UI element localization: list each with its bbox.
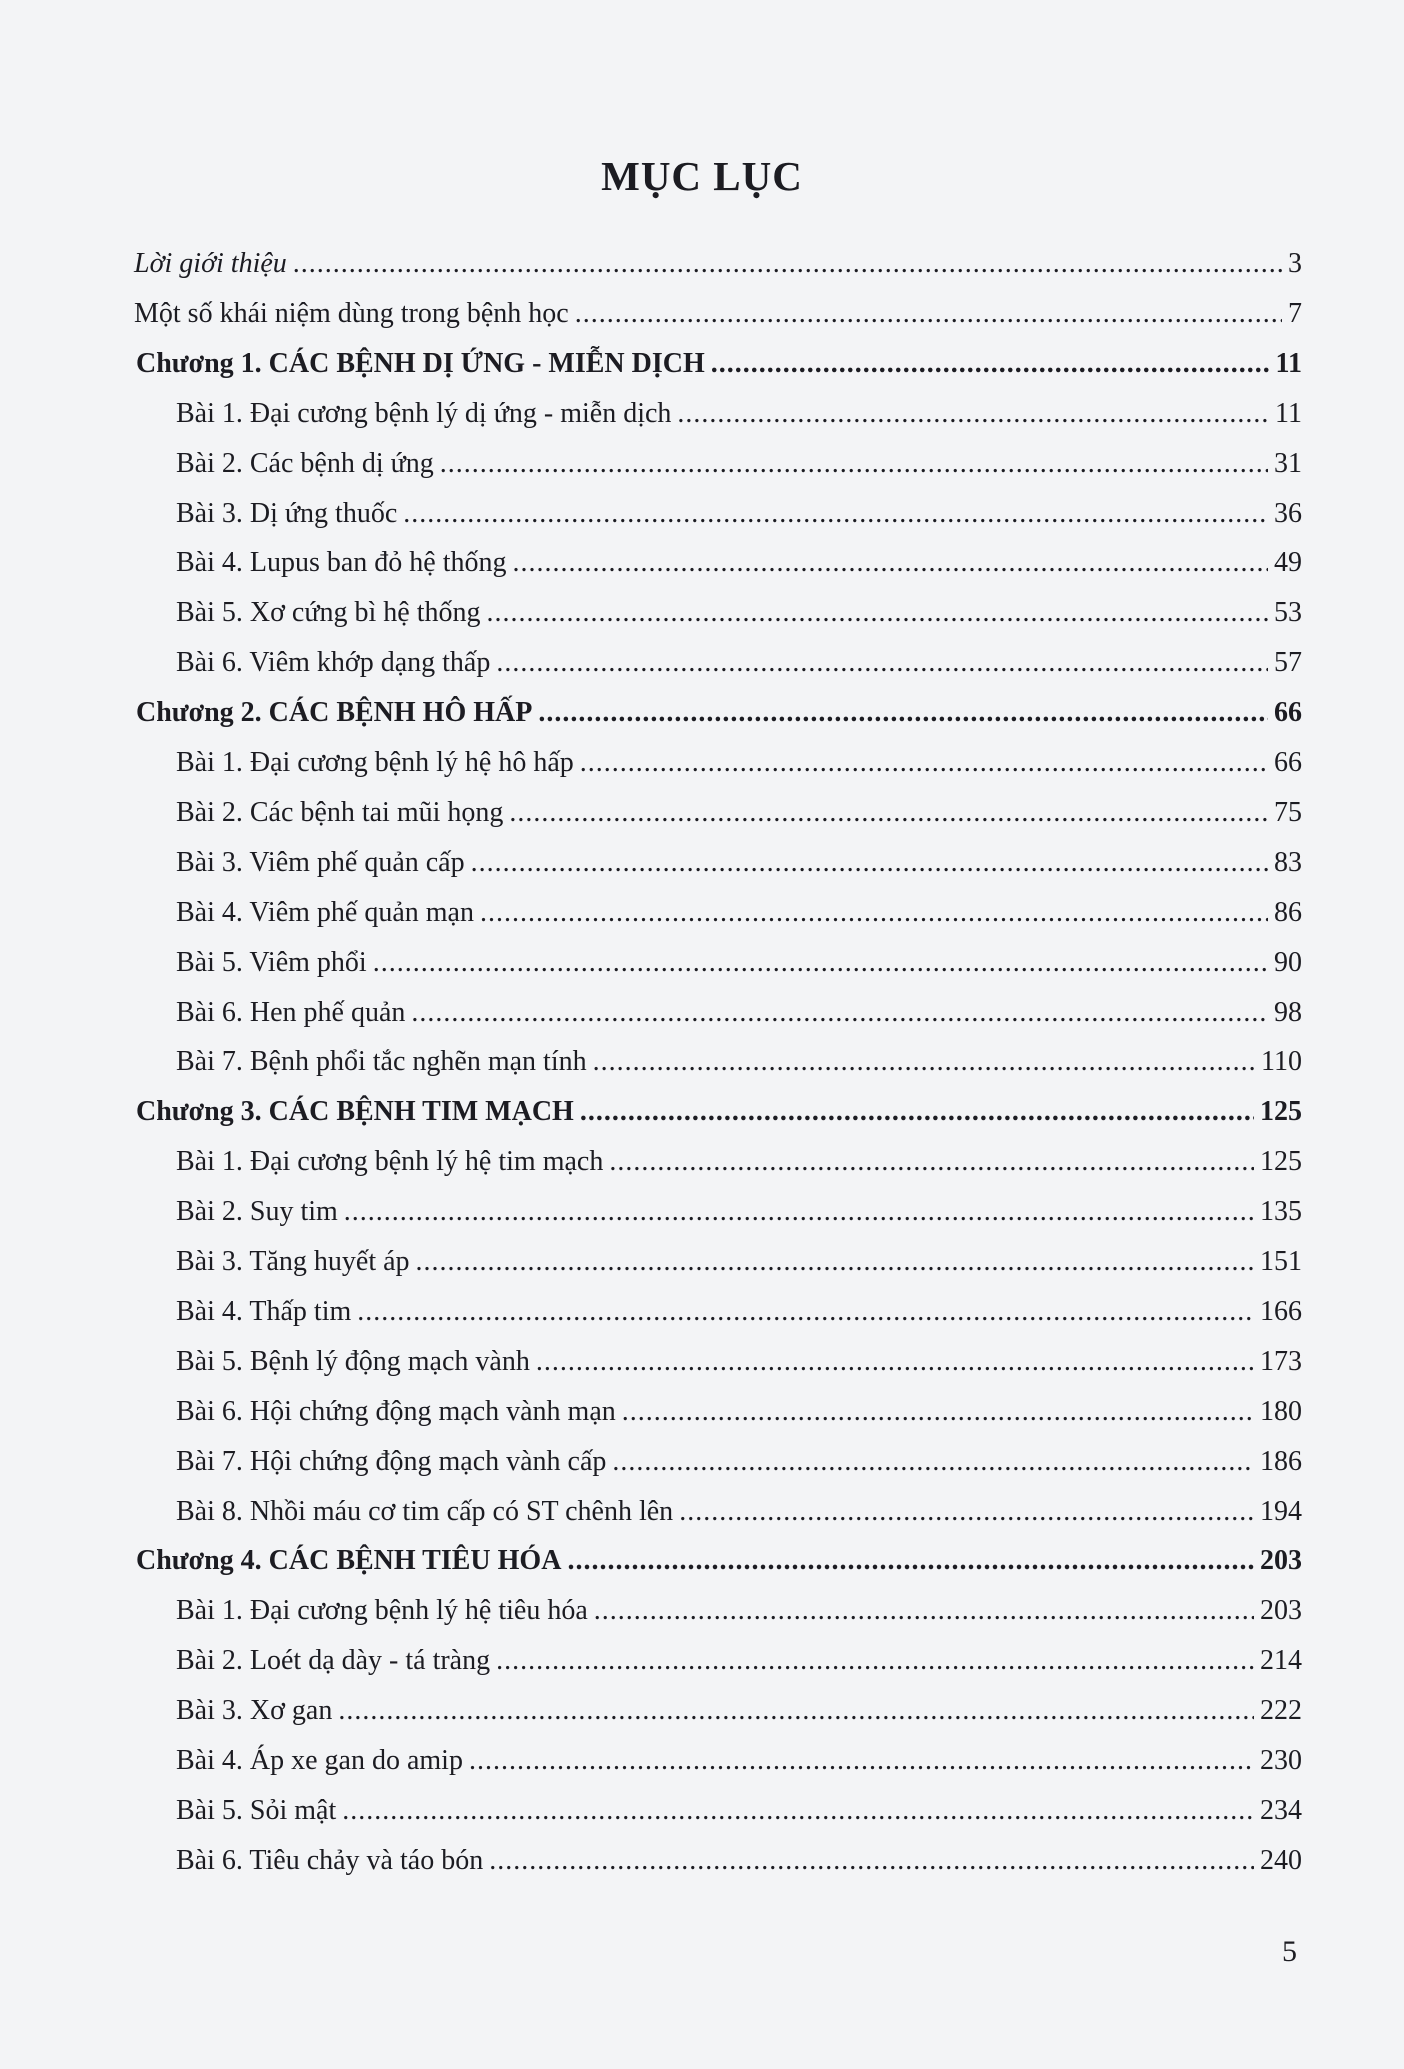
toc-entry[interactable] xyxy=(176,747,1302,787)
toc-entry-page: 234 xyxy=(1260,1794,1302,1826)
toc-entry-label: Bài 7. Bệnh phổi tắc nghẽn mạn tính xyxy=(176,1046,587,1078)
toc-entry[interactable] xyxy=(176,448,1302,488)
dot-leader xyxy=(580,747,1268,779)
toc-entry[interactable] xyxy=(176,1496,1302,1536)
toc-entry-label: Bài 1. Đại cương bệnh lý hệ hô hấp xyxy=(176,747,574,778)
dot-leader xyxy=(513,547,1268,579)
toc-entry-label: Bài 2. Các bệnh tai mũi họng xyxy=(176,796,504,828)
toc-entry-page: 11 xyxy=(1275,347,1302,379)
dot-leader xyxy=(609,1146,1254,1178)
toc-entry-label: Chương 1. CÁC BỆNH DỊ ỨNG - MIỄN DỊCH xyxy=(136,347,705,379)
dot-leader xyxy=(293,248,1282,280)
toc-entry-page: 186 xyxy=(1260,1445,1302,1477)
toc-entry-page: 222 xyxy=(1260,1695,1302,1727)
toc-entry-label: Bài 1. Đại cương bệnh lý hệ tim mạch xyxy=(176,1146,604,1178)
toc-entry-label: Bài 2. Suy tim xyxy=(176,1196,338,1228)
toc-entry-label: Chương 3. CÁC BỆNH TIM MẠCH xyxy=(136,1096,574,1128)
toc-entry[interactable] xyxy=(176,1046,1302,1086)
toc-entry-label: Bài 4. Lupus ban đỏ hệ thống xyxy=(176,547,507,579)
toc-entry-page: 125 xyxy=(1260,1146,1302,1178)
toc-chapter-entry[interactable] xyxy=(136,1545,1302,1585)
dot-leader xyxy=(338,1695,1254,1727)
toc-entry[interactable] xyxy=(176,1146,1302,1186)
toc-entry-label: Bài 5. Bệnh lý động mạch vành xyxy=(176,1345,530,1377)
toc-entry-label: Bài 3. Tăng huyết áp xyxy=(176,1246,410,1277)
dot-leader xyxy=(677,398,1269,430)
toc-entry[interactable] xyxy=(176,547,1302,587)
toc-entry[interactable] xyxy=(134,298,1302,338)
toc-entry[interactable] xyxy=(176,1795,1302,1835)
dot-leader xyxy=(567,1545,1254,1577)
dot-leader xyxy=(342,1795,1254,1827)
toc-entry-label: Bài 3. Viêm phế quản cấp xyxy=(176,846,465,878)
toc-entry-label: Bài 7. Hội chứng động mạch vành cấp xyxy=(176,1445,607,1477)
toc-entry-page: 86 xyxy=(1274,896,1302,928)
toc-entry[interactable] xyxy=(176,1296,1302,1336)
toc-entry-label: Bài 3. Dị ứng thuốc xyxy=(176,497,398,529)
toc-entry-label: Bài 4. Viêm phế quản mạn xyxy=(176,896,474,928)
toc-entry[interactable] xyxy=(176,1695,1302,1735)
dot-leader xyxy=(679,1496,1254,1528)
toc-entry[interactable] xyxy=(176,597,1302,637)
toc-entry[interactable] xyxy=(176,1595,1302,1635)
toc-entry-label: Bài 6. Viêm khớp dạng thấp xyxy=(176,647,491,679)
dot-leader xyxy=(580,1096,1254,1128)
toc-entry-label: Chương 2. CÁC BỆNH HÔ HẤP xyxy=(136,697,533,729)
dot-leader xyxy=(416,1246,1254,1278)
toc-entry-page: 151 xyxy=(1260,1246,1302,1277)
page-number: 5 xyxy=(1282,1935,1297,1968)
toc-entry[interactable] xyxy=(176,797,1302,837)
toc-chapter-entry[interactable] xyxy=(136,1096,1302,1136)
toc-entry[interactable] xyxy=(176,997,1302,1037)
toc-entry-page: 49 xyxy=(1274,547,1302,579)
toc-entry-label: Bài 6. Hội chứng động mạch vành mạn xyxy=(176,1395,616,1427)
toc-entry-page: 180 xyxy=(1260,1395,1302,1427)
dot-leader xyxy=(487,597,1269,629)
toc-entry-page: 214 xyxy=(1260,1645,1302,1677)
dot-leader xyxy=(594,1595,1254,1627)
toc-entry-page: 7 xyxy=(1288,297,1302,329)
dot-leader xyxy=(440,448,1268,480)
toc-entry[interactable] xyxy=(176,1446,1302,1486)
dot-leader xyxy=(471,847,1268,879)
toc-entry-label: Bài 8. Nhồi máu cơ tim cấp có ST chênh lên xyxy=(176,1495,674,1527)
toc-entry-label: Bài 4. Áp xe gan do amip xyxy=(176,1745,463,1776)
dot-leader xyxy=(536,1346,1254,1378)
dot-leader xyxy=(575,298,1282,330)
toc-entry[interactable] xyxy=(176,847,1302,887)
toc-entry[interactable] xyxy=(176,398,1302,438)
toc-entry[interactable] xyxy=(176,647,1302,687)
toc-entry-page: 53 xyxy=(1274,597,1302,629)
toc-entry-label: Bài 2. Loét dạ dày - tá tràng xyxy=(176,1645,491,1677)
dot-leader xyxy=(344,1196,1254,1228)
toc-entry-page: 31 xyxy=(1274,447,1302,479)
toc-entry[interactable] xyxy=(176,1396,1302,1436)
dot-leader xyxy=(357,1296,1254,1328)
toc-entry-page: 166 xyxy=(1260,1295,1302,1327)
toc-entry[interactable] xyxy=(176,498,1302,538)
toc-entry-page: 135 xyxy=(1260,1196,1302,1228)
toc-entry-label: Bài 5. Xơ cứng bì hệ thống xyxy=(176,597,481,629)
toc-entry-label: Bài 1. Đại cương bệnh lý hệ tiêu hóa xyxy=(176,1595,588,1627)
toc-entry-label: Bài 5. Sỏi mật xyxy=(176,1794,337,1826)
toc-chapter-entry[interactable] xyxy=(136,348,1302,388)
toc-entry-page: 3 xyxy=(1288,248,1302,279)
toc-entry-label: Bài 1. Đại cương bệnh lý dị ứng - miễn dịch xyxy=(176,397,672,429)
toc-entry-label: Bài 5. Viêm phổi xyxy=(176,946,367,978)
toc-entry-page: 66 xyxy=(1274,747,1302,778)
toc-entry-page: 173 xyxy=(1260,1345,1302,1377)
toc-entry-page: 203 xyxy=(1260,1545,1302,1577)
toc-entry-page: 36 xyxy=(1274,497,1302,529)
dot-leader xyxy=(612,1446,1254,1478)
dot-leader xyxy=(622,1396,1254,1428)
toc-entry-label: Lời giới thiệu xyxy=(134,248,287,279)
toc-entry[interactable] xyxy=(176,1645,1302,1685)
dot-leader xyxy=(411,997,1268,1029)
toc-entry-page: 90 xyxy=(1274,946,1302,978)
toc-entry-page: 230 xyxy=(1260,1745,1302,1776)
dot-leader xyxy=(509,797,1268,829)
toc-entry-page: 125 xyxy=(1260,1096,1302,1128)
toc-entry-label: Bài 4. Thấp tim xyxy=(176,1295,352,1327)
toc-entry-page: 203 xyxy=(1260,1595,1302,1627)
toc-entry[interactable] xyxy=(176,1246,1302,1286)
toc-entry-label: Một số khái niệm dùng trong bệnh học xyxy=(134,297,569,329)
page-title: MỤC LỤC xyxy=(601,153,803,199)
toc-entry-page: 110 xyxy=(1261,1046,1302,1078)
toc-entry[interactable] xyxy=(176,1745,1302,1785)
dot-leader xyxy=(489,1845,1254,1877)
toc-entry[interactable] xyxy=(176,947,1302,987)
toc-entry-label: Bài 2. Các bệnh dị ứng xyxy=(176,447,434,479)
toc-entry[interactable] xyxy=(134,248,1302,288)
toc-entry-page: 66 xyxy=(1274,697,1302,729)
dot-leader xyxy=(496,1645,1254,1677)
dot-leader xyxy=(469,1745,1254,1777)
toc-entry-label: Bài 6. Hen phế quản xyxy=(176,996,406,1028)
toc-entry-page: 240 xyxy=(1260,1844,1302,1876)
toc-entry-page: 194 xyxy=(1260,1495,1302,1527)
dot-leader xyxy=(496,647,1268,679)
toc-entry-page: 75 xyxy=(1274,796,1302,828)
toc-entry[interactable] xyxy=(176,1346,1302,1386)
toc-entry[interactable] xyxy=(176,897,1302,937)
dot-leader xyxy=(403,498,1268,530)
toc-entry[interactable] xyxy=(176,1845,1302,1885)
toc-entry-page: 11 xyxy=(1275,397,1302,429)
dot-leader xyxy=(373,947,1268,979)
dot-leader xyxy=(538,697,1268,729)
toc-entry-label: Bài 6. Tiêu chảy và táo bón xyxy=(176,1844,484,1876)
toc-entry-page: 98 xyxy=(1274,996,1302,1028)
toc-entry-page: 83 xyxy=(1274,846,1302,878)
toc-entry-label: Chương 4. CÁC BỆNH TIÊU HÓA xyxy=(136,1545,562,1577)
toc-entry[interactable] xyxy=(176,1196,1302,1236)
toc-entry-label: Bài 3. Xơ gan xyxy=(176,1695,333,1727)
dot-leader xyxy=(711,348,1270,380)
toc-entry-page: 57 xyxy=(1274,647,1302,679)
toc-chapter-entry[interactable] xyxy=(136,697,1302,737)
dot-leader xyxy=(593,1046,1255,1078)
dot-leader xyxy=(480,897,1268,929)
